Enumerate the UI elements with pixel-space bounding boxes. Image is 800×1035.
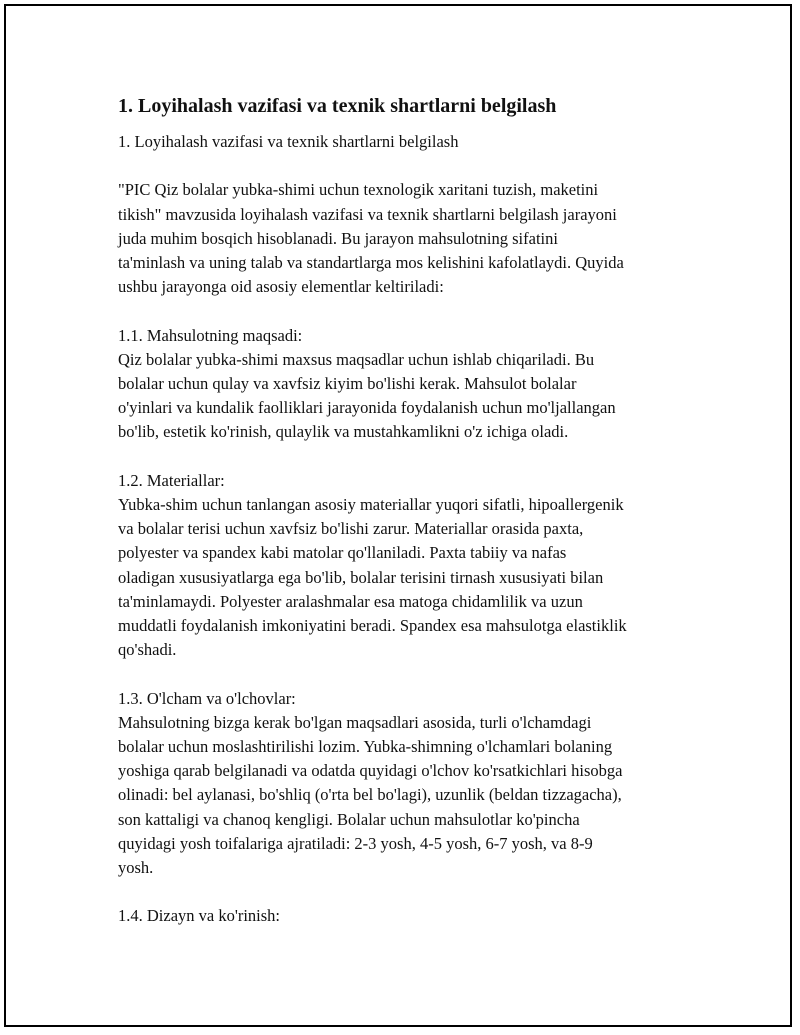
text-line: o'yinlari va kundalik faolliklari jarayonida foydalanish uchun mo'ljallangan [118,398,616,418]
text-line: son kattaligi va chanoq kengligi. Bolalar uchun mahsulotlar ko'pincha [118,809,580,829]
text-line: juda muhim bosqich hisoblanadi. Bu jarayon mahsulotning sifatini [118,228,558,248]
text-line: yosh. [118,858,154,878]
text-line: ta'minlash va uning talab va standartlarga mos kelishini kafolatlaydi. Quyida [118,253,624,272]
section-title: 1.4. Dizayn va ko'rinish: [118,906,280,926]
text-line: Yubka-shim uchun tanlangan asosiy materiallar yuqori sifatli, hipoallergenik [118,495,624,514]
text-line: oladigan xususiyatlarga ega bo'lib, bolalar terisini tirnash xususiyati bilan [118,567,604,587]
intro-paragraph [118,178,698,299]
text-line: tikish" mavzusida loyihalash vazifasi va texnik shartlarni belgilash jarayoni [118,204,617,224]
text-line: Mahsulotning bizga kerak bo'lgan maqsadlari asosida, turli o'lchamdagi [118,712,592,732]
text-line: bo'lib, estetik ko'rinish, qulaylik va mustahkamlikni o'z ichiga oladi. [118,422,569,442]
subtitle [118,130,698,154]
text-line: "PIC Qiz bolalar yubka-shimi uchun texnologik xaritani tuzish, maketini [118,180,599,200]
page-title: 1. Loyihalash vazifasi va texnik shartlarni belgilash [118,95,557,117]
section-sizes [118,687,698,881]
text-line: quyidagi yosh toifalariga ajratiladi: 2-3 yosh, 4-5 yosh, 6-7 yosh, va 8-9 [118,833,593,853]
text-line: yoshiga qarab belgilanadi va odatda quyidagi o'lchov ko'rsatkichlari hisobga [118,761,623,781]
section-design [118,904,698,928]
document-body [118,92,698,953]
section-title: 1.3. O'lcham va o'lchovlar: [118,688,296,708]
section-title: 1.1. Mahsulotning maqsadi: [118,325,303,345]
section-purpose [118,324,698,445]
text-line: polyester va spandex kabi matolar qo'llaniladi. Paxta tabiiy va nafas [118,543,567,563]
text-line: ushbu jarayonga oid asosiy elementlar keltiriladi: [118,277,444,297]
section-materials [118,469,698,663]
text-line: va bolalar terisi uchun xavfsiz bo'lishi zarur. Materiallar orasida paxta, [118,519,584,539]
text-line: Qiz bolalar yubka-shimi maxsus maqsadlar uchun ishlab chiqariladi. Bu [118,349,595,369]
section-title: 1.2. Materiallar: [118,470,225,490]
text-line: olinadi: bel aylanasi, bo'shliq (o'rta bel bo'lagi), uzunlik (beldan tizzagacha), [118,785,622,805]
text-line: ta'minlamaydi. Polyester aralashmalar esa matoga chidamlilik va uzun [118,591,583,611]
subtitle-line: 1. Loyihalash vazifasi va texnik shartlarni belgilash [118,132,459,151]
text-line: muddatli foydalanish imkoniyatini beradi. Spandex esa mahsulotga elastiklik [118,616,627,636]
text-line: bolalar uchun moslashtirilishi lozim. Yubka-shimning o'lchamlari bolaning [118,737,613,757]
text-line: qo'shadi. [118,640,177,660]
text-line: bolalar uchun qulay va xavfsiz kiyim bo'lishi kerak. Mahsulot bolalar [118,374,577,393]
